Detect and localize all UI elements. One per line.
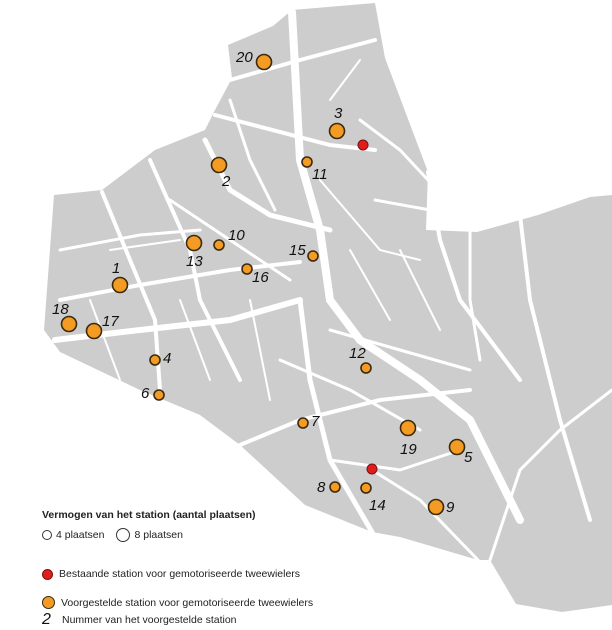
- existing-station-1: [358, 140, 368, 150]
- proposed-station-3: [330, 124, 345, 139]
- station-number-10: 10: [228, 227, 245, 244]
- proposed-station-4: [150, 355, 160, 365]
- legend-large-label: 8 plaatsen: [134, 529, 183, 541]
- station-number-15: 15: [289, 242, 306, 259]
- proposed-station-16: [242, 264, 252, 274]
- legend-proposed-label: Voorgestelde station voor gemotoriseerde tweewielers: [61, 596, 314, 609]
- station-number-6: 6: [141, 385, 150, 402]
- proposed-station-17: [87, 324, 102, 339]
- proposed-station-icon: [42, 596, 55, 609]
- proposed-station-19: [401, 421, 416, 436]
- station-number-9: 9: [446, 499, 455, 516]
- station-number-7: 7: [311, 413, 320, 430]
- legend-number-label: Nummer van het voorgestelde station: [62, 614, 237, 626]
- station-number-16: 16: [252, 269, 269, 286]
- proposed-station-20: [257, 55, 272, 70]
- station-number-13: 13: [186, 253, 203, 270]
- proposed-station-14: [361, 483, 371, 493]
- existing-station-icon: [42, 569, 53, 580]
- existing-station-2: [367, 464, 377, 474]
- proposed-station-7: [298, 418, 308, 428]
- street-20: [240, 445, 250, 500]
- proposed-station-11: [302, 157, 312, 167]
- station-number-5: 5: [464, 449, 473, 466]
- legend-small-label: 4 plaatsen: [56, 529, 105, 541]
- proposed-station-15: [308, 251, 318, 261]
- proposed-station-6: [154, 390, 164, 400]
- proposed-station-5: [450, 440, 465, 455]
- proposed-station-10: [214, 240, 224, 250]
- large-ring-icon: [116, 528, 130, 542]
- station-number-20: 20: [236, 49, 253, 66]
- station-number-1: 1: [112, 260, 121, 277]
- station-number-18: 18: [52, 301, 69, 318]
- station-number-8: 8: [317, 479, 326, 496]
- station-number-14: 14: [369, 497, 386, 514]
- station-number-4: 4: [163, 350, 172, 367]
- proposed-station-13: [187, 236, 202, 251]
- proposed-station-12: [361, 363, 371, 373]
- proposed-station-18: [62, 317, 77, 332]
- legend-proposed: [42, 596, 313, 609]
- station-number-19: 19: [400, 441, 417, 458]
- legend-title: Vermogen van het station (aantal plaatsen): [42, 509, 256, 521]
- proposed-station-2: [212, 158, 227, 173]
- station-number-17: 17: [102, 313, 119, 330]
- proposed-station-9: [429, 500, 444, 515]
- station-number-3: 3: [334, 105, 343, 122]
- station-number-12: 12: [349, 345, 366, 362]
- legend-existing-label: Bestaande station voor gemotoriseerde tweewielers: [59, 568, 301, 580]
- proposed-station-8: [330, 482, 340, 492]
- station-number-11: 11: [312, 166, 328, 183]
- small-ring-icon: [42, 530, 52, 540]
- legend-number: [42, 611, 237, 629]
- proposed-station-1: [113, 278, 128, 293]
- legend-existing: [42, 568, 300, 580]
- legend-number-example: 2: [42, 611, 51, 628]
- station-number-2: 2: [222, 173, 231, 190]
- legend-capacity: [42, 528, 183, 542]
